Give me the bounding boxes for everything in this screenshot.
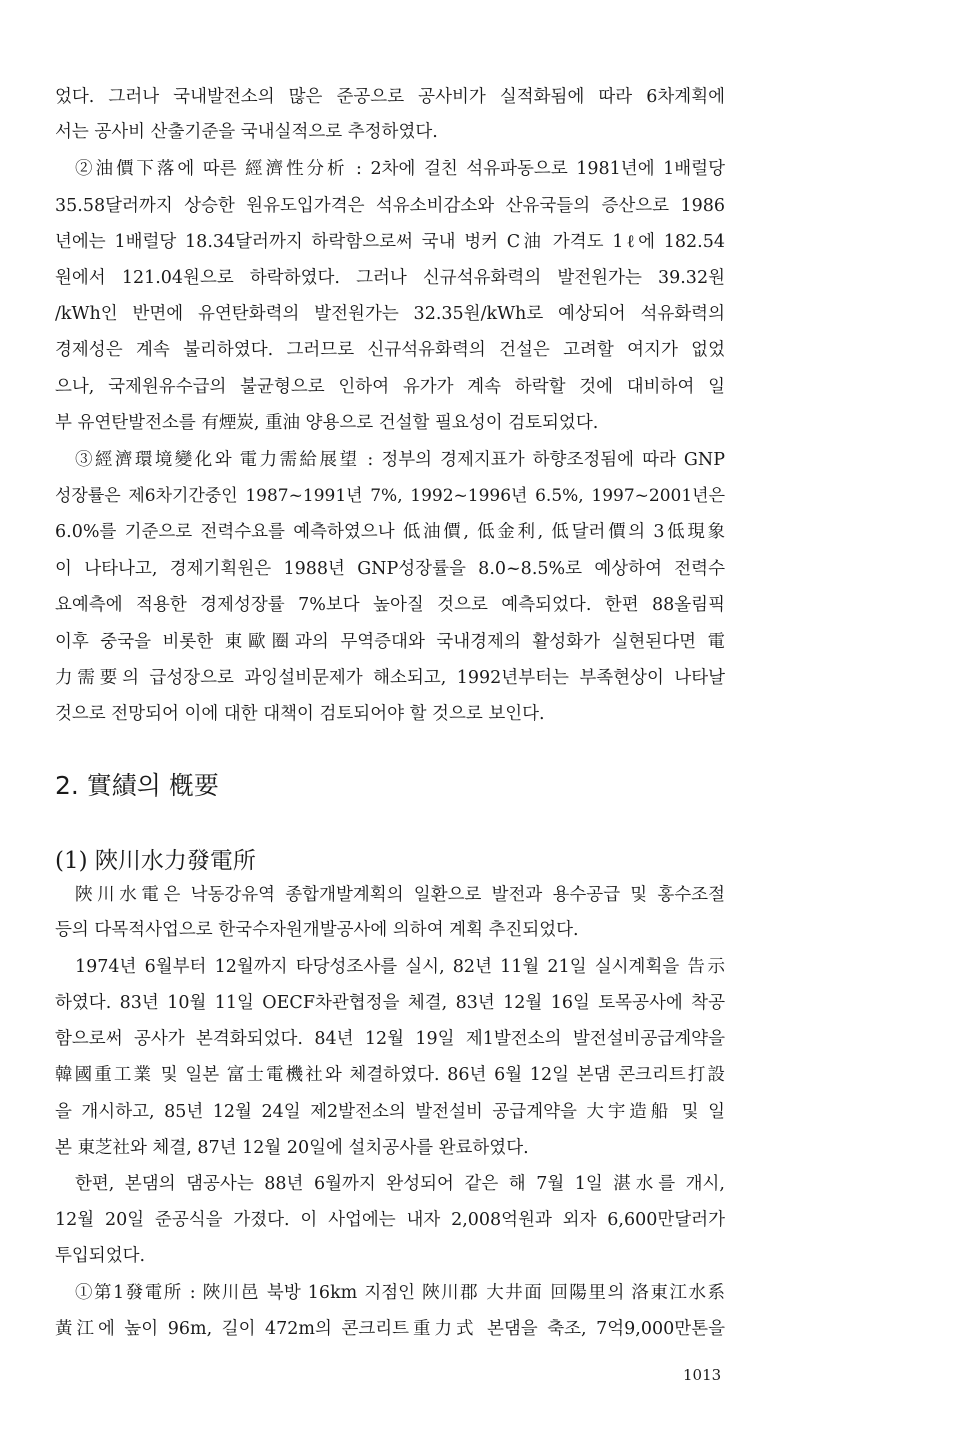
body-line: 이후 중국을 비롯한 東歐圈과의 무역증대와 국내경제의 활성화가 실현된다면 電: [55, 632, 725, 652]
body-line: 부 유연탄발전소를 有煙炭, 重油 양용으로 건설할 필요성이 검토되었다.: [55, 413, 599, 433]
section-heading: 2. 實績의 槪要: [55, 771, 219, 800]
body-line: 본 東芝社와 체결, 87년 12월 20일에 설치공사를 완료하였다.: [55, 1138, 529, 1158]
body-line: 陜川水電은 낙동강유역 종합개발계획의 일환으로 발전과 용수공급 및 홍수조절: [75, 885, 725, 905]
body-line: 년에는 1배럴당 18.34달러까지 하락함으로써 국내 벙커 C油 가격도 1ℓ에 182.54: [55, 232, 725, 252]
body-line: 이 나타나고, 경제기획원은 1988년 GNP성장률을 8.0~8.5%로 예상하여 전력수: [55, 559, 725, 579]
body-line: 을 개시하고, 85년 12월 24일 제2발전소의 발전설비 공급계약을 大宇造船 및 일: [55, 1102, 725, 1122]
body-line: 으나, 국제원유수급의 불균형으로 인하여 유가가 계속 하락할 것에 대비하여 일: [55, 377, 725, 397]
body-line: 요예측에 적용한 경제성장률 7%보다 높아질 것으로 예측되었다. 한편 88올림픽: [55, 595, 725, 615]
body-line: 등의 다목적사업으로 한국수자원개발공사에 의하여 계획 추진되었다.: [55, 920, 579, 940]
body-line: ②油價下落에 따른 經濟性分析 : 2차에 걸친 석유파동으로 1981년에 1배럴당: [75, 159, 725, 179]
body-line: 力需要의 급성장으로 과잉설비문제가 해소되고, 1992년부터는 부족현상이 나타날: [55, 668, 725, 688]
body-line: 韓國重工業 및 일본 富士電機社와 체결하였다. 86년 6월 12일 본댐 콘크리트打設: [55, 1065, 725, 1085]
body-line: 것으로 전망되어 이에 대한 대책이 검토되어야 할 것으로 보인다.: [55, 704, 545, 724]
subsection-heading: (1) 陜川水力發電所: [55, 848, 256, 874]
body-line: 었다. 그러나 국내발전소의 많은 준공으로 공사비가 실적화됨에 따라 6차계획에: [55, 87, 725, 107]
page-number: 1013: [683, 1366, 722, 1384]
body-line: /kWh인 반면에 유연탄화력의 발전원가는 32.35원/kWh로 예상되어 석유화력의: [55, 304, 725, 324]
body-line: 하였다. 83년 10월 11일 OECF차관협정을 체결, 83년 12월 16일 토목공사에 착공: [55, 993, 725, 1013]
body-line: ③經濟環境變化와 電力需給展望 : 정부의 경제지표가 하향조정됨에 따라 GNP: [75, 450, 725, 470]
body-line: 12월 20일 준공식을 가졌다. 이 사업에는 내자 2,008억원과 외자 6,600만달러가: [55, 1210, 726, 1230]
body-line: 경제성은 계속 불리하였다. 그러므로 신규석유화력의 건설은 고려할 여지가 없었: [55, 340, 725, 360]
body-line: 6.0%를 기준으로 전력수요를 예측하였으나 低油價, 低金利, 低달러價의 3低現象: [55, 522, 725, 542]
body-line: 黃江에 높이 96m, 길이 472m의 콘크리트重力式 본댐을 축조, 7억9,000만톤을: [55, 1319, 725, 1339]
body-line: ①第1發電所 : 陜川邑 북방 16km 지점인 陜川郡 大井面 回陽里의 洛東江水系: [75, 1283, 725, 1303]
body-line: 투입되었다.: [55, 1246, 146, 1266]
body-line: 1974년 6월부터 12월까지 타당성조사를 실시, 82년 11월 21일 실시계획을 告示: [75, 957, 725, 977]
body-line: 한편, 본댐의 댐공사는 88년 6월까지 완성되어 같은 해 7월 1일 湛水를 개시,: [75, 1174, 725, 1194]
body-line: 35.58달러까지 상승한 원유도입가격은 석유소비감소와 산유국들의 증산으로 1986: [55, 196, 725, 216]
body-line: 함으로써 공사가 본격화되었다. 84년 12월 19일 제1발전소의 발전설비공급계약을: [55, 1029, 725, 1049]
body-line: 성장률은 제6차기간중인 1987~1991년 7%, 1992~1996년 6.5%, 1997~2001년은: [55, 486, 725, 506]
body-line: 서는 공사비 산출기준을 국내실적으로 추정하였다.: [55, 122, 438, 142]
body-line: 원에서 121.04원으로 하락하였다. 그러나 신규석유화력의 발전원가는 39.32원: [55, 268, 725, 288]
